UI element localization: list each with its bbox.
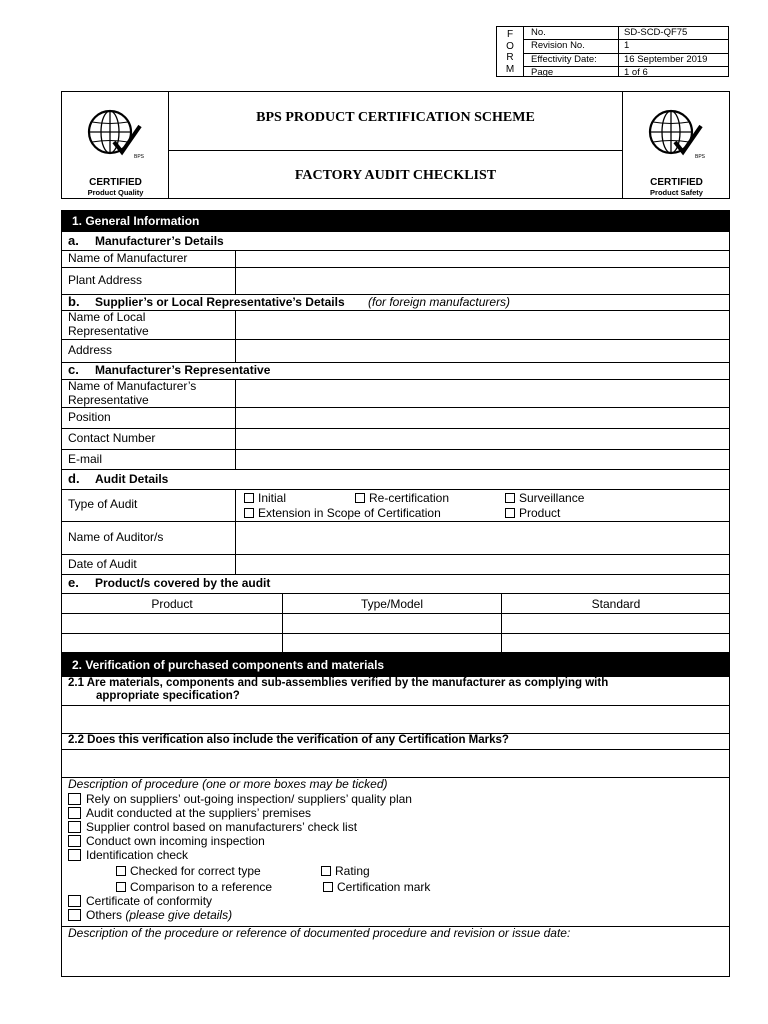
option-comparison-reference-checkbox[interactable]: Comparison to a reference	[116, 880, 272, 894]
field-label: Position	[68, 410, 111, 424]
column-header-type-model: Type/Model	[360, 597, 424, 611]
form-key: Effectivity Date:	[531, 53, 597, 65]
audit-type-surveillance-checkbox[interactable]: Surveillance	[505, 491, 584, 505]
field-row-email	[61, 450, 730, 470]
left-logo-cell	[62, 92, 169, 198]
option-certificate-conformity-checkbox[interactable]: Certificate of conformity	[68, 894, 212, 908]
scheme-title: BPS PRODUCT CERTIFICATION SCHEME	[256, 110, 535, 125]
field-label: Name of Manufacturer	[68, 251, 188, 265]
field-row-position	[61, 408, 730, 429]
document-header	[61, 91, 730, 199]
subsection-letter: b.	[68, 294, 80, 309]
subsection-d-header	[61, 470, 730, 490]
form-value: 1 of 6	[624, 66, 648, 78]
subsection-title: Manufacturer’s Details	[95, 234, 224, 248]
subsection-b-header	[61, 295, 730, 311]
field-label: Name of Manufacturer’s Representative	[68, 379, 197, 407]
subsection-note: (for foreign manufacturers)	[368, 295, 511, 309]
option-certification-mark-checkbox[interactable]: Certification mark	[323, 880, 430, 894]
field-row-type-of-audit	[61, 490, 730, 522]
answer-2-2-field[interactable]	[61, 750, 730, 778]
answer-2-1-field[interactable]	[61, 706, 730, 734]
column-header-standard: Standard	[591, 597, 641, 611]
question-text: 2.1 Are materials, components and sub-assemblies verified by the manufacturer as complying with	[68, 677, 609, 689]
field-label: E-mail	[68, 452, 103, 466]
field-row-audit-date	[61, 555, 730, 575]
form-row-no	[524, 27, 728, 40]
subsection-c-header	[61, 363, 730, 380]
subsection-title: Audit Details	[95, 472, 169, 486]
right-logo-sub: Product Safety	[650, 188, 703, 197]
form-info-box	[496, 26, 729, 77]
subsection-letter: c.	[68, 362, 79, 377]
header-divider	[169, 150, 622, 151]
option-correct-type-checkbox[interactable]: Checked for correct type	[116, 864, 261, 878]
products-table-header	[61, 594, 730, 614]
field-row-local-representative	[61, 311, 730, 340]
form-letter: O	[506, 40, 514, 52]
field-row-address	[61, 340, 730, 363]
procedure-title: Description of procedure (one or more boxes may be ticked)	[68, 777, 388, 791]
checklist-title: FACTORY AUDIT CHECKLIST	[294, 168, 497, 183]
form-value: 16 September 2019	[624, 53, 708, 65]
form-key: Revision No.	[531, 40, 585, 52]
subsection-letter: a.	[68, 233, 79, 248]
section-2-title: 2. Verification of purchased components and materials	[72, 658, 385, 672]
subsection-title: Manufacturer’s Representative	[95, 363, 271, 377]
subsection-a-header	[61, 232, 730, 251]
form-row-revision	[524, 40, 728, 53]
globe-check-logo-icon	[645, 106, 711, 162]
field-row-plant-address	[61, 268, 730, 295]
subsection-letter: d.	[68, 471, 80, 486]
field-row-manufacturer-representative	[61, 380, 730, 408]
procedure-description-block	[61, 778, 730, 927]
logo-mark-text: BPS	[134, 154, 145, 160]
form-row-effectivity	[524, 54, 728, 67]
option-supplier-control-checkbox[interactable]: Supplier control based on manufacturers’ check list	[68, 820, 357, 834]
section-2-header	[61, 653, 730, 677]
field-label: Plant Address	[68, 273, 143, 287]
procedure-reference-label: Description of the procedure or reference of documented procedure and revision or issue date:	[68, 926, 571, 940]
form-letter: M	[505, 63, 515, 75]
subsection-letter: e.	[68, 575, 79, 590]
option-supplier-inspection-checkbox[interactable]: Rely on suppliers’ out-going inspection/ suppliers’ quality plan	[68, 792, 412, 806]
field-label: Address	[68, 343, 113, 357]
option-identification-check-checkbox[interactable]: Identification check	[68, 848, 188, 862]
right-logo-word: CERTIFIED	[650, 177, 703, 188]
subsection-title: Supplier’s or Local Representative’s Details	[95, 295, 345, 309]
audit-type-recertification-checkbox[interactable]: Re-certification	[355, 491, 449, 505]
left-logo-word: CERTIFIED	[89, 177, 142, 188]
form-letter: R	[506, 52, 514, 63]
option-incoming-inspection-checkbox[interactable]: Conduct own incoming inspection	[68, 834, 265, 848]
field-row-auditors	[61, 522, 730, 555]
form-row-page	[524, 67, 728, 79]
option-others-checkbox[interactable]: Others (please give details)	[68, 908, 232, 922]
question-text: 2.2 Does this verification also include the verification of any Certification Marks?	[68, 734, 509, 746]
field-row-contact-number	[61, 429, 730, 450]
procedure-reference-field[interactable]	[61, 927, 730, 977]
field-label: Date of Audit	[68, 557, 137, 571]
option-audit-supplier-premises-checkbox[interactable]: Audit conducted at the suppliers’ premises	[68, 806, 311, 820]
subsection-e-header	[61, 575, 730, 594]
audit-type-product-checkbox[interactable]: Product	[505, 506, 560, 520]
column-header-product: Product	[151, 597, 193, 611]
question-text-cont: appropriate specification?	[96, 690, 240, 702]
section-1-header	[61, 210, 730, 232]
field-row-manufacturer-name	[61, 251, 730, 268]
products-table-row[interactable]	[61, 634, 730, 653]
subsection-title: Product/s covered by the audit	[95, 576, 271, 590]
section-1-title: 1. General Information	[72, 214, 200, 228]
left-logo-sub: Product Quality	[87, 188, 144, 197]
question-2-2	[61, 734, 730, 750]
right-logo-cell	[622, 92, 729, 198]
audit-type-extension-checkbox[interactable]: Extension in Scope of Certification	[244, 506, 441, 520]
form-letters	[497, 27, 524, 76]
logo-mark-text: BPS	[695, 154, 706, 160]
form-key: Page	[531, 66, 554, 78]
form-value: 1	[624, 40, 630, 52]
form-letter: F	[506, 29, 514, 40]
field-label: Contact Number	[68, 431, 156, 445]
globe-check-logo-icon	[84, 106, 150, 162]
field-label: Type of Audit	[68, 497, 138, 511]
audit-type-initial-checkbox[interactable]: Initial	[244, 491, 286, 505]
field-label: Name of Local Representative	[68, 310, 149, 338]
form-key: No.	[531, 27, 546, 38]
form-value: SD-SCD-QF75	[624, 27, 688, 38]
option-rating-checkbox[interactable]: Rating	[321, 864, 370, 878]
question-2-1	[61, 677, 730, 706]
products-table-row[interactable]	[61, 614, 730, 634]
field-label: Name of Auditor/s	[68, 530, 164, 544]
